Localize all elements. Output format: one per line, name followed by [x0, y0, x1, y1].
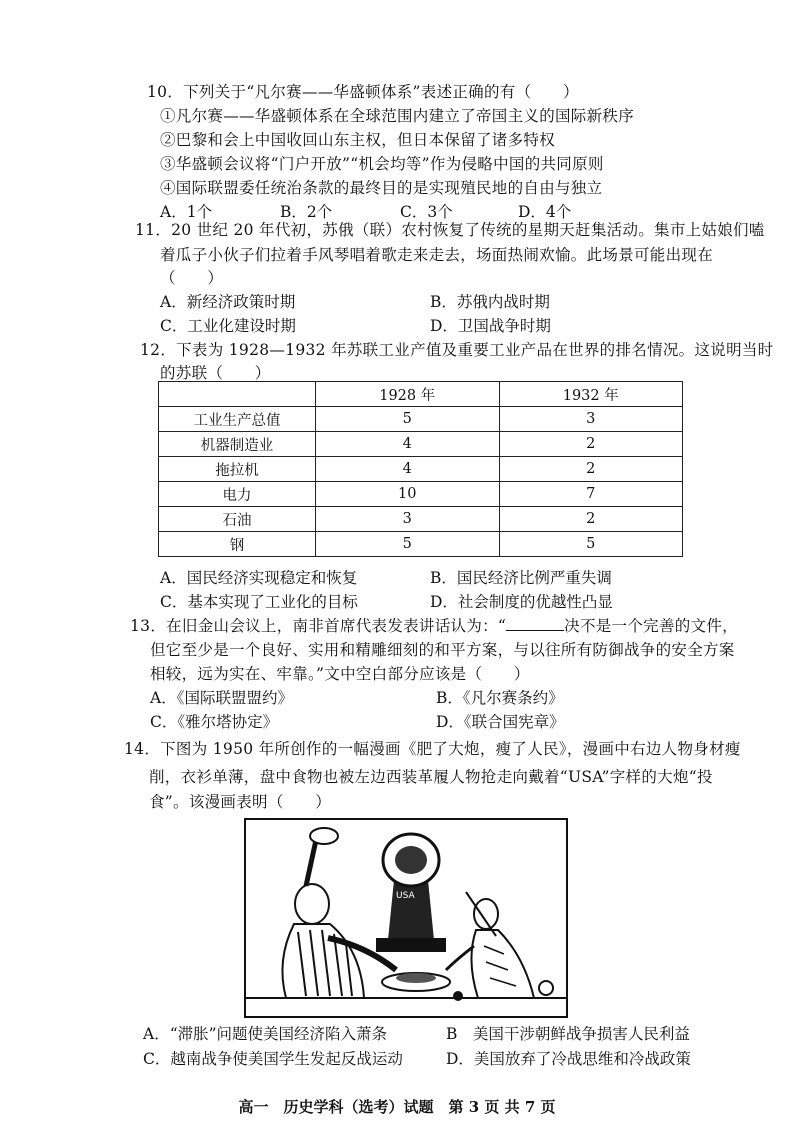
- q13-option-a: A．《国际联盟盟约》: [150, 689, 293, 707]
- q14-option-a: A．“滞胀”问题使美国经济陷入萧条: [143, 1025, 388, 1043]
- table-cell: 电力: [159, 482, 316, 507]
- table-cell: 4: [316, 457, 500, 482]
- q11-stem-line-3: （ ）: [160, 269, 224, 287]
- q13-answer-blank: [506, 618, 564, 631]
- q10-stem: 10．下列关于“凡尔赛——华盛顿体系”表述正确的有（ ）: [147, 83, 579, 101]
- q11-option-c: C．工业化建设时期: [160, 317, 296, 335]
- q12-stem-line-1: 12．下表为 1928—1932 年苏联工业产值及重要工业产品在世界的排名情况。这说明当时: [140, 341, 774, 359]
- q12-option-c: C．基本实现了工业化的目标: [160, 593, 358, 611]
- table-cell: 工业生产总值: [159, 407, 316, 432]
- q13-stem-line-3: 相较，远为实在、牢靠。”文中空白部分应该是（ ）: [150, 665, 530, 683]
- q13-option-c: C．《雅尔塔协定》: [150, 713, 279, 731]
- table-cell: 2: [499, 457, 683, 482]
- table-row: [159, 407, 683, 432]
- q14-option-c: C．越南战争使美国学生发起反战运动: [143, 1050, 403, 1068]
- q14-option-b: B 美国干涉朝鲜战争损害人民利益: [446, 1025, 690, 1043]
- table-row: [159, 457, 683, 482]
- q14-stem-line-2: 削，衣衫单薄，盘中食物也被左边西装革履人物抢走向戴着“USA”字样的大炮“投: [149, 768, 713, 786]
- table-row: [159, 482, 683, 507]
- q11-option-b: B．苏俄内战时期: [430, 293, 550, 311]
- cannon-usa-label: USA: [396, 891, 415, 901]
- table-row: [159, 507, 683, 532]
- q10-option-a: A．1个: [160, 203, 213, 221]
- table-cell: 2: [499, 432, 683, 457]
- q11-stem-line-2: 着瓜子小伙子们拉着手风琴唱着歌走来走去，场面热闹欢愉。此场景可能出现在: [160, 246, 714, 264]
- table-cell: 3: [499, 407, 683, 432]
- q10-item-4: ④国际联盟委任统治条款的最终目的是实现殖民地的自由与独立: [160, 179, 603, 197]
- q12-option-d: D．社会制度的优越性凸显: [430, 593, 613, 611]
- table-header-cell: [159, 382, 316, 407]
- q10-item-2: ②巴黎和会上中国收回山东主权，但日本保留了诸多特权: [160, 131, 556, 149]
- table-row: [159, 432, 683, 457]
- table-header-cell: 1928 年: [316, 382, 500, 407]
- table-header-row: [159, 382, 683, 407]
- cartoon-drawing: [246, 820, 566, 1016]
- q10-item-3: ③华盛顿会议将“门户开放”“机会均等”作为侵略中国的共同原则: [160, 155, 604, 173]
- q10-option-c: C．3个: [400, 203, 453, 221]
- table-cell: 石油: [159, 507, 316, 532]
- q12-option-b: B．国民经济比例严重失调: [430, 569, 612, 587]
- q11-stem-line-1: 11．20 世纪 20 年代初，苏俄（联）农村恢复了传统的星期天赶集活动。集市上姑娘们嗑: [135, 221, 765, 239]
- table-row: [159, 532, 683, 557]
- q12-stem-line-2: 的苏联（ ）: [160, 364, 271, 382]
- table-cell: 拖拉机: [159, 457, 316, 482]
- table-cell: 7: [499, 482, 683, 507]
- table-cell: 5: [316, 407, 500, 432]
- q13-option-d: D．《联合国宪章》: [436, 713, 565, 731]
- q13-stem-line-1: [130, 614, 738, 636]
- q13-stem-line-2: 但它至少是一个良好、实用和精雕细刻的和平方案，与以往所有防御战争的安全方案: [150, 641, 735, 659]
- table-cell: 4: [316, 432, 500, 457]
- q13-stem-end: 决不是一个完善的文件，: [564, 617, 738, 635]
- table-header-cell: 1932 年: [499, 382, 683, 407]
- table-cell: 5: [316, 532, 500, 557]
- q13-option-b: B．《凡尔赛条约》: [436, 689, 564, 707]
- q11-option-d: D．卫国战争时期: [430, 317, 551, 335]
- table-cell: 3: [316, 507, 500, 532]
- table-cell: 钢: [159, 532, 316, 557]
- q10-option-d: D．4个: [518, 203, 572, 221]
- q12-ranking-table: [158, 381, 683, 557]
- table-cell: 机器制造业: [159, 432, 316, 457]
- q13-stem-start: 13．在旧金山会议上，南非首席代表发表讲话认为：“: [130, 617, 507, 635]
- q10-option-b: B．2个: [280, 203, 333, 221]
- table-cell: 2: [499, 507, 683, 532]
- political-cartoon-image: [244, 818, 568, 1018]
- q11-option-a: A．新经济政策时期: [160, 293, 296, 311]
- q14-stem-line-1: 14．下图为 1950 年所创作的一幅漫画《肥了大炮，瘦了人民》，漫画中右边人物身材瘦: [124, 740, 741, 758]
- q12-option-a: A．国民经济实现稳定和恢复: [160, 569, 358, 587]
- q14-option-d: D．美国放弃了冷战思维和冷战政策: [446, 1050, 691, 1068]
- page-footer: 高一 历史学科（选考）试题 第 3 页 共 7 页: [238, 1098, 556, 1116]
- table-cell: 10: [316, 482, 500, 507]
- q10-item-1: ①凡尔赛——华盛顿体系在全球范围内建立了帝国主义的国际新秩序: [160, 107, 635, 125]
- q14-stem-line-3: 食”。该漫画表明（ ）: [149, 793, 332, 811]
- table-cell: 5: [499, 532, 683, 557]
